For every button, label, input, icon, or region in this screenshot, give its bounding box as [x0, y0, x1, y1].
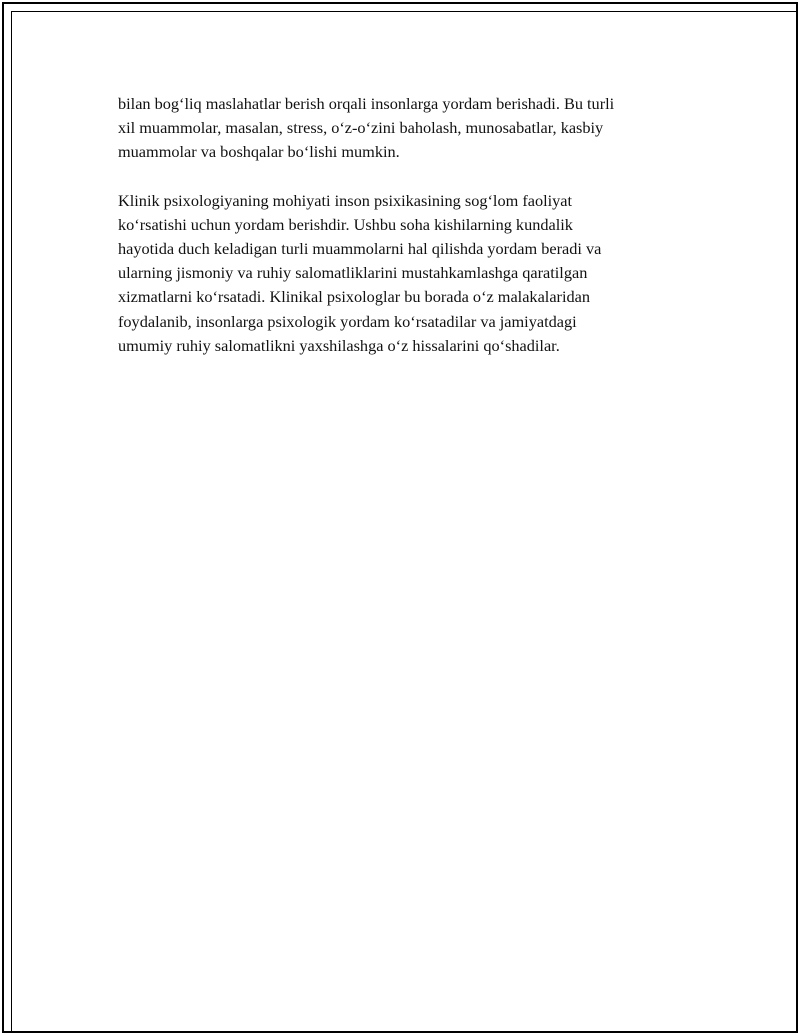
- paragraph-1: [118, 92, 688, 165]
- text-line: ko‘rsatishi uchun yordam berishdir. Ushbu soha kishilarning kundalik: [118, 214, 573, 234]
- text-line: foydalanib, insonlarga psixologik yordam ko‘rsatadilar va jamiyatdagi: [118, 311, 577, 331]
- text-line: xil muammolar, masalan, stress, o‘z-o‘zini baholash, munosabatlar, kasbiy: [118, 118, 604, 138]
- text-line: hayotida duch keladigan turli muammolarni hal qilishda yordam beradi va: [118, 239, 602, 259]
- text-line: Klinik psixologiyaning mohiyati inson psixikasining sog‘lom faoliyat: [118, 190, 573, 210]
- text-line: umumiy ruhiy salomatlikni yaxshilashga o‘z hissalarini qo‘shadilar.: [118, 335, 560, 355]
- document-body: [118, 92, 688, 358]
- text-line: muammolar va boshqalar bo‘lishi mumkin.: [118, 142, 400, 162]
- text-line: bilan bog‘liq maslahatlar berish orqali insonlarga yordam berishadi. Bu turli: [118, 94, 615, 113]
- paragraph-2: [118, 189, 688, 358]
- text-line: xizmatlarni ko‘rsatadi. Klinikal psixologlar bu borada o‘z malakalaridan: [118, 287, 590, 307]
- text-line: ularning jismoniy va ruhiy salomatliklarini mustahkamlashga qaratilgan: [118, 263, 588, 283]
